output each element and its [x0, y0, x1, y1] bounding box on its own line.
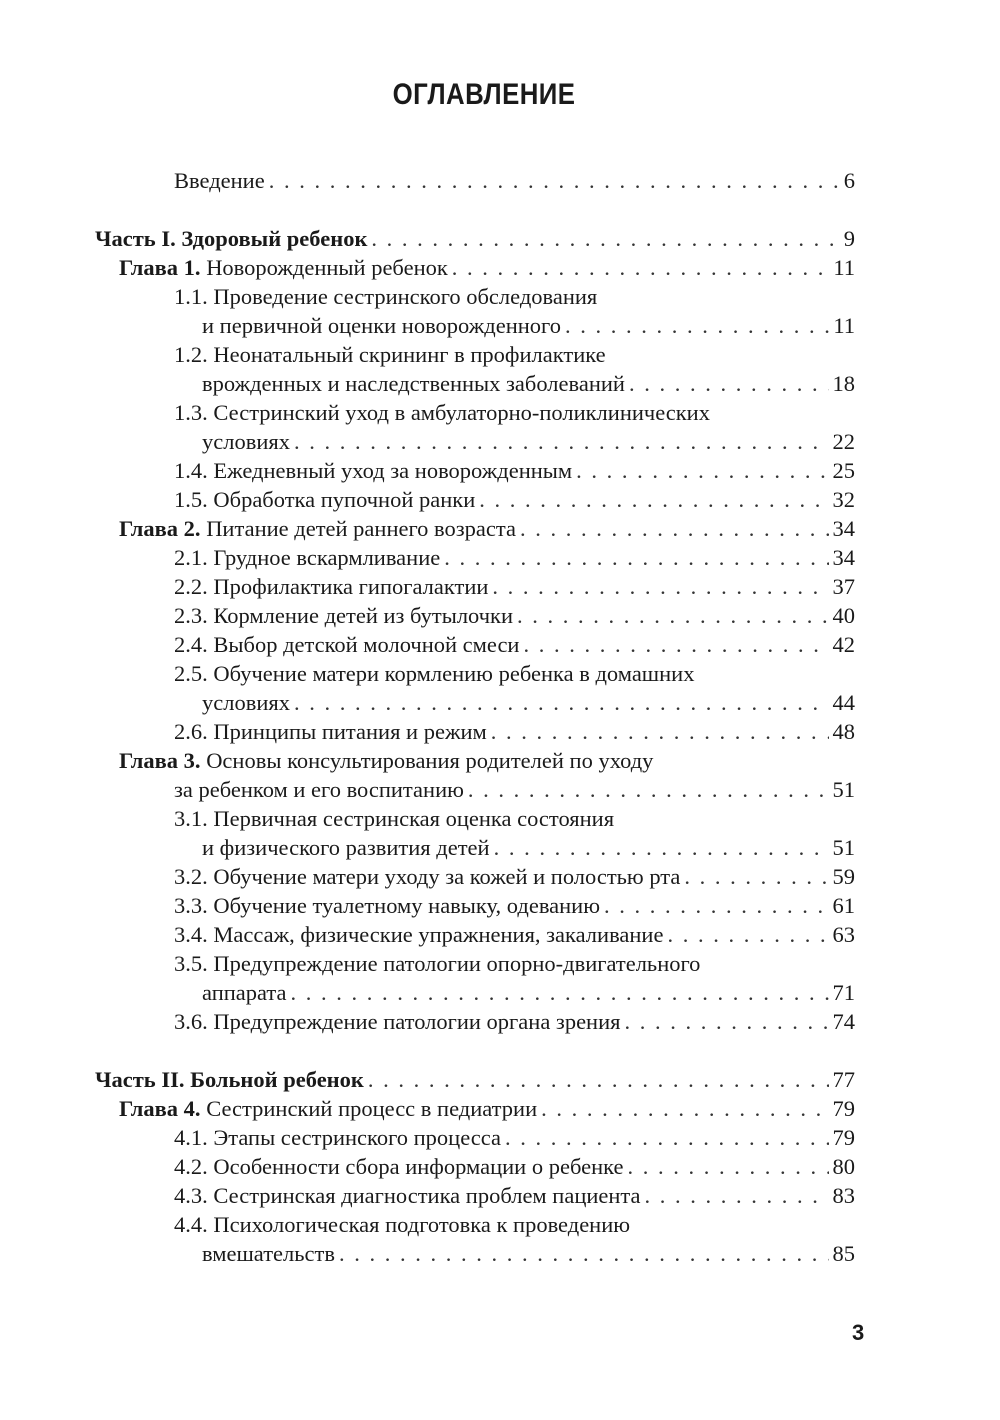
dot-leader: [468, 775, 829, 804]
toc-page: 18: [832, 371, 855, 396]
dot-leader: [294, 427, 829, 456]
toc-entry-ch1[interactable]: [95, 253, 855, 282]
toc-entry-1-1[interactable]: [95, 311, 855, 340]
toc-page: 61: [832, 893, 855, 918]
toc-entry-4-4-line1: 4.4. Психологическая подготовка к проведению: [174, 1212, 631, 1237]
dot-leader: [520, 514, 829, 543]
toc-label: Введение: [174, 168, 265, 193]
toc-entry-1-1-line1: 1.1. Проведение сестринского обследования: [174, 284, 598, 309]
toc-entry-1-3-line1: 1.3. Сестринский уход в амбулаторно-поликлинических: [174, 400, 710, 425]
dot-leader: [368, 1065, 829, 1094]
dot-leader: [667, 920, 828, 949]
toc-entry-2-1[interactable]: [95, 543, 855, 572]
toc-page: 34: [832, 545, 855, 570]
toc-page: 37: [832, 574, 855, 599]
toc-label: условиях: [202, 690, 290, 715]
page-title: ОГЛАВЛЕНИЕ: [392, 78, 576, 111]
toc-entry-4-2[interactable]: [95, 1152, 855, 1181]
dot-leader: [269, 166, 840, 195]
toc-entry-3-1[interactable]: [95, 833, 855, 862]
toc-entry-1-3[interactable]: [95, 427, 855, 456]
dot-leader: [452, 253, 830, 282]
toc-entry-3-5[interactable]: [95, 978, 855, 1007]
dot-leader: [294, 688, 829, 717]
toc-entry-intro[interactable]: [95, 166, 855, 195]
toc-page: 51: [832, 835, 855, 860]
table-of-contents: [95, 166, 855, 1268]
dot-leader: [494, 833, 829, 862]
toc-page: 80: [832, 1154, 855, 1179]
toc-label: 4.3. Сестринская диагностика проблем пациента: [174, 1183, 641, 1208]
toc-entry-2-2[interactable]: [95, 572, 855, 601]
toc-page: 71: [832, 980, 855, 1005]
toc-entry-2-5[interactable]: [95, 688, 855, 717]
toc-label: Часть II. Больной ребенок: [95, 1067, 364, 1092]
toc-label: врожденных и наследственных заболеваний: [202, 371, 625, 396]
toc-page: 11: [833, 313, 855, 338]
toc-entry-3-4[interactable]: [95, 920, 855, 949]
toc-page: 22: [832, 429, 855, 454]
dot-leader: [505, 1123, 829, 1152]
dot-leader: [517, 601, 828, 630]
toc-entry-3-3[interactable]: [95, 891, 855, 920]
toc-page: 25: [832, 458, 855, 483]
dot-leader: [645, 1181, 829, 1210]
toc-page: 63: [832, 922, 855, 947]
toc-page: 32: [832, 487, 855, 512]
toc-label: 4.1. Этапы сестринского процесса: [174, 1125, 501, 1150]
toc-label: 4.2. Особенности сбора информации о ребенке: [174, 1154, 624, 1179]
dot-leader: [541, 1094, 828, 1123]
toc-page: 34: [832, 516, 855, 541]
toc-entry-4-3[interactable]: [95, 1181, 855, 1210]
toc-page: 59: [832, 864, 855, 889]
toc-label: 2.1. Грудное вскармливание: [174, 545, 441, 570]
toc-label: Глава 4. Сестринский процесс в педиатрии: [119, 1096, 538, 1121]
toc-entry-2-4[interactable]: [95, 630, 855, 659]
toc-page: 6: [843, 168, 855, 193]
toc-entry-3-5-line1: 3.5. Предупреждение патологии опорно-двигательного: [174, 951, 701, 976]
toc-entry-4-1[interactable]: [95, 1123, 855, 1152]
toc-page: 83: [832, 1183, 855, 1208]
toc-label: и первичной оценки новорожденного: [202, 313, 561, 338]
toc-entry-ch2[interactable]: [95, 514, 855, 543]
toc-label: 3.4. Массаж, физические упражнения, закаливание: [174, 922, 664, 947]
toc-entry-4-4[interactable]: [95, 1239, 855, 1268]
toc-page: 51: [832, 777, 855, 802]
dot-leader: [339, 1239, 829, 1268]
toc-label: вмешательств: [202, 1241, 335, 1266]
toc-entry-ch3[interactable]: [95, 775, 855, 804]
toc-entry-ch3-line1: Глава 3. Основы консультирования родителей по уходу: [119, 748, 654, 773]
toc-page: 42: [832, 632, 855, 657]
dot-leader: [479, 485, 828, 514]
toc-label: 2.4. Выбор детской молочной смеси: [174, 632, 520, 657]
toc-label: и физического развития детей: [202, 835, 490, 860]
dot-leader: [371, 224, 839, 253]
dot-leader: [491, 717, 829, 746]
toc-entry-1-5[interactable]: [95, 485, 855, 514]
toc-entry-2-6[interactable]: [95, 717, 855, 746]
toc-label: 3.3. Обучение туалетному навыку, одеванию: [174, 893, 601, 918]
toc-page: 11: [833, 255, 855, 280]
dot-leader: [624, 1007, 828, 1036]
toc-page: 48: [832, 719, 855, 744]
toc-label: 2.6. Принципы питания и режим: [174, 719, 487, 744]
dot-leader: [565, 311, 829, 340]
toc-entry-part1[interactable]: [95, 224, 855, 253]
toc-label: Часть I. Здоровый ребенок: [95, 226, 368, 251]
toc-page: 77: [832, 1067, 855, 1092]
toc-entry-3-2[interactable]: [95, 862, 855, 891]
toc-entry-2-3[interactable]: [95, 601, 855, 630]
dot-leader: [576, 456, 828, 485]
dot-leader: [523, 630, 828, 659]
toc-label: Глава 1. Новорожденный ребенок: [119, 255, 448, 280]
toc-label: 2.3. Кормление детей из бутылочки: [174, 603, 514, 628]
toc-entry-part2[interactable]: [95, 1065, 855, 1094]
toc-page: 9: [843, 226, 855, 251]
toc-label: аппарата: [202, 980, 287, 1005]
toc-page: 74: [832, 1009, 855, 1034]
toc-page: 85: [832, 1241, 855, 1266]
toc-entry-3-1-line1: 3.1. Первичная сестринская оценка состояния: [174, 806, 615, 831]
dot-leader: [604, 891, 828, 920]
toc-label: 3.2. Обучение матери уходу за кожей и полостью рта: [174, 864, 681, 889]
toc-entry-1-4[interactable]: [95, 456, 855, 485]
dot-leader: [492, 572, 828, 601]
dot-leader: [684, 862, 828, 891]
toc-label: 2.2. Профилактика гипогалактии: [174, 574, 489, 599]
dot-leader: [291, 978, 829, 1007]
toc-page: 79: [832, 1125, 855, 1150]
toc-page: 44: [832, 690, 855, 715]
toc-entry-2-5-line1: 2.5. Обучение матери кормлению ребенка в домашних: [174, 661, 695, 686]
dot-leader: [444, 543, 828, 572]
toc-entry-1-2[interactable]: [95, 369, 855, 398]
toc-label: 3.6. Предупреждение патологии органа зрения: [174, 1009, 621, 1034]
toc-label: за ребенком и его воспитанию: [174, 777, 464, 802]
toc-label: условиях: [202, 429, 290, 454]
toc-label: 1.5. Обработка пупочной ранки: [174, 487, 476, 512]
toc-entry-1-2-line1: 1.2. Неонатальный скрининг в профилактике: [174, 342, 606, 367]
dot-leader: [629, 369, 829, 398]
toc-page: 40: [832, 603, 855, 628]
dot-leader: [627, 1152, 828, 1181]
page-number: 3: [852, 1320, 865, 1345]
toc-page: 79: [832, 1096, 855, 1121]
toc-label: 1.4. Ежедневный уход за новорожденным: [174, 458, 573, 483]
toc-entry-3-6[interactable]: [95, 1007, 855, 1036]
toc-label: Глава 2. Питание детей раннего возраста: [119, 516, 516, 541]
toc-entry-ch4[interactable]: [95, 1094, 855, 1123]
